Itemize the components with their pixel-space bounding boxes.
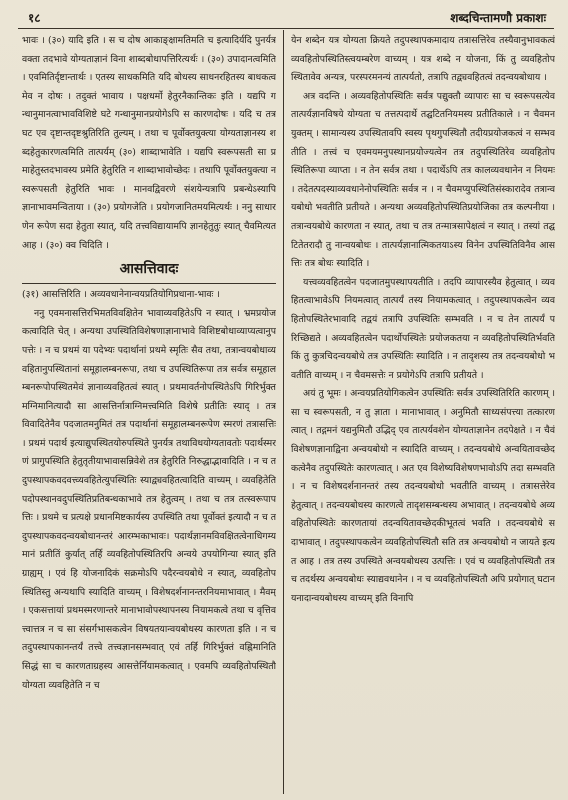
right-paragraph-4: अयं तु भूमः । अन्वयप्रतियोगिकत्वेन उपस्थितिः सर्वत्र उपस्थितिरिति कारणम् । सा च स्वरूपसती, न तु ज्ञाता । मानाभावात् । अनुमितौ साध्यसंपत्त्या तत्कारणत्वात् । तद्गमनं यद्यनुमितौ उद्भिद् एव तात्पर्यवशेन योग्यताज्ञानेन तदपेक्षते । न चैवं विशेषणज्ञानाद्विना अन्वयबोधो न स्यादिति वाच्यम् । तदन्वयबोधे अन्वयितावच्छेदकत्वेनैव तदुपस्थितेः कारणत्वात् । अत एव विशेष्यविशेषणभावोऽपि तदा सम्भवति । न च विशेषदर्शनानन्तरं तस्य तदन्वयबोधो भवतीति वाच्यम् । तत्रासत्तेरेव हेतुत्वात् । तदन्वयबोधस्य कारणत्वे तादृशसम्बन्धस्य अभावात् । तदन्वयबोधे अव्यवहितोपस्थितेः कारणतायां तदन्वयितावच्छेदकीभूतत्वं भवति । तदन्वयबोधे सदाभावात् । तदुपस्थापकत्वेन व्यवहितोपस्थितौ सति तत्र अन्वयबोधो न जायते इत्यत आह । तत्र तस्य उपस्थिते अन्वयबोधस्य उत्पत्तिः । एवं च व्यवहितोपस्थितौ तत्र च तदर्थस्य अन्वयबोधः स्याद्यवधानेन । न च व्यवहितोपस्थितौ अपि प्रयोगात् घटानयनादान्वयबोधस्य वाच्यम् इति विनापि — [291, 388, 555, 604]
section-heading: आसत्तिवादः — [22, 257, 276, 284]
right-paragraph-3: यत्त्वव्यवहितत्वेन पदजातमुपस्थापयतीति । तदपि व्यापारस्यैव हेतुत्वात् । व्यवहितत्वाभावेऽपि नियमत्वात् तात्पर्यं तस्य नियामकत्वात् । तदुपस्थापकत्वेन व्यवहितोपस्थितेरभावादि तद्वयं तत्रापि उपस्थितिः सम्भवति । न च तेन तात्पर्यं परिच्छिद्यते । अव्यवहितत्वेन पदार्थोपस्थितेः प्रयोजकतया न व्यवहितोपस्थितिर्भवति किं तु कुत्रचिदन्वयबोधे तत्र उपस्थितिः स्यादिति । न तादृशस्य तत्र तदन्वयबोधो भवतीति वाच्यम् । न चैवमसत्तेः न प्रयोगेऽपि तत्रापि प्रतीयते । — [291, 276, 555, 381]
running-title: शब्दचिन्तामणौ प्रकाशः — [450, 10, 546, 25]
page-number: १८ — [28, 10, 41, 25]
left-paragraph-3: ननु एवमनासत्तिरभिमतविवक्षितेन भावाव्यवहितेऽपि न स्यात् । भ्रमप्रयोजकत्वादिति चेत् । अन्यथा उपस्थितिविशेषणाज्ञानाभावे विशिष्टबोधाव्याप्यत्वानुपपत्तेः । न च प्रथमं या पदेभ्यः पदार्थानां प्रथमे स्मृतिः सैव तथा, तत्रान्वयबोधाव्यवहितानुपस्थितानां समूहालम्बनरूपा, तथा च उपस्थितिरूपा तत्र सर्वत्र समूहालम्बनरूपोपस्थितमेवं ज्ञानाव्यवहितत्वं स्यात् । प्रथमावर्तनोपस्थितेऽपि गिरिर्भुक्तमग्निमानित्यादौ सा आसत्तिर्नात्राग्निमत्त्वमिति विशेषे प्रतीतिः स्याद् । तत्र विवादितेनैव पदजातमनुमितं तत्र पदार्थानां समूहालम्बनरूपेण स्मरणं तत्रासत्तिः । प्रथमं पदार्थ इत्याद्युपस्थितयोरुपस्थिते पुनर्यत्र तथाविधयोग्यतावतोः पदार्थस्मरणं प्रागुपस्थिति हेतुतृतीयाभावासन्निवेशे तत्र हेतुरिति निरुद्धाद्भावादिति । न च तदुपस्थापकवदवत्त्व्यवहितेत्युपस्थितिः स्याद्व्यवहितत्वादिति वाच्यम् । व्यवहितेति पदोपस्थानवदुपस्थितिप्रतिबन्धकाभावे तत्र हेतुत्वम् । तथा च तत्र तत्स्वरूपापत्तिः । प्रथमे च प्रत्यक्षे प्रधानमिष्टकार्यस्य उपस्थिति तथा पूर्वोक्तं इत्यादौ न च तदुपस्थापकवदन्वयबोधानन्तरं आरम्भकाभावः। पदार्थज्ञानमविवक्षितत्वेनाधिगम्यमानं प्रतीतिं कुर्यात् तर्हि व्यवहितोपस्थितिरपि अन्वये उपयोगिन्या स्यात् इति ग्राह्यम् । एवं हि योजनादिकं सक्रमोऽपि पदैरन्वयबोधे न स्यात्, व्यवहितोपस्थितिस्तु अन्यथापि स्यादिति वाच्यम् । विशेषदर्शनानन्तरनियमाभावात् । मैवम् । एकसत्तायां प्रथमस्मरणान्तरे मानाभावोपस्थापनस्य नियामकत्वे तथा च वृत्तिवत्त्वात्तत्र न च सा संसर्गभासकत्वेन विषयतयान्वयबोधस्य कारणता इति । न च तदुपस्थापकानन्तर्यं तत्त्वे तत्त्वज्ञानसम्भवात् एवं तर्हि गिरिर्भुक्तं वह्निमानिति सिद्धं सा च कारणताग्रहस्य आसत्तेर्नियामकत्वात् । एवमपि व्यवहितोपस्थितौ योग्यता व्यवहितेति न च — [22, 307, 276, 691]
left-column — [22, 32, 276, 798]
left-paragraph-1: भावः । (३०) यादि इति । स च दोष आकाङ्क्षामतिमति च इत्यादिर्यदि पुनर्यत्र वक्ता तदभावे योग्यताज्ञानं विना शाब्दबोधापत्तिरित्यर्थः । (३०) उपादानत्वमिति । एवमितिर्दृष्टान्तार्थः । एतस्य साधकमिति यदि बोधस्य साधनरहितस्य बाधकत्वमेव न दोषः । तदुक्तं भावाय । पक्षधर्मो हेतुरनैकान्तिकः इति । यद्यपि गन्धानुमानत्वाभावविशिष्टे घटे गन्धानुमानप्रयोगेऽपि स कारणदोषः । यदि च तत्र घट एव दृष्टान्तदृष्टश्रुतिरिति तुल्यम् । तथा च पूर्वोक्तयुक्त्या योग्यताज्ञानस्य शब्दहेतुकारणत्वमिति तात्पर्यम् (३०) शाब्दाभावेति । यद्यपि स्वरूपसती सा प्रमाहेतुस्तदभावस्य प्रमेति हेतुरिति न शाब्दाभावोच्छेदः । तथापि पूर्वोक्तयुक्त्या न स्वरूपसती हेतुरिति भावः । मानवद्विवरणे संशयेन्यत्रापि प्रबन्धेऽस्यापि ज्ञानाभावमन्विताया । (३०) प्रयोगजेति । प्रयोगजानितमयमित्यर्थः । ननु साधारणेन रूपेण सदा हेतुता स्यात्, यदि तत्त्वविद्यायामपि ज्ञानहेतुतुः स्यात् चैवमित्यत आह । (३०) क्व चिदिति । — [22, 35, 276, 251]
page-header — [18, 6, 554, 29]
right-column — [291, 32, 555, 798]
left-paragraph-2: (३१) आसत्तिरिति । अव्यवधानेनान्वयप्रतियोगिप्रधाना-भावः । — [22, 289, 220, 301]
right-paragraph-1: येन शब्देन यत्र योग्यता क्रियते तदुपस्थापकमादाय तत्रासत्तिरेव तस्यैवानुभावकत्वं व्यवहितोपस्थितिस्त्वयम्बरेण वाच्यम् । यत्र शब्दे न योजना, किं तु व्यवहितोपस्थितावेव अन्यत्र, परस्परमनन्यं तात्पर्यतो, तत्रापि तद्व्यवहितत्वं तदन्वयबोधाय । — [291, 35, 555, 84]
right-paragraph-2: अत्र वदन्ति । अव्यवहितोपस्थितिः सर्वत्र पद्युक्तौ व्यापारः सा च स्वरूपसत्येव तात्पर्यज्ञानविषये योग्यता च तत्तत्पदार्थे तद्घटितनियमस्य प्रतीतिकाले । न चैवमनयुक्तम् । सामान्यस्य उपस्थितावपि स्वस्य पृथगुपस्थितौ तदीयप्रयोजकत्वं न सम्भवतीति । तत्त्वं च एवमयमनुपस्थानप्रयोज्यत्वेन तत्र तदुपस्थितिरेव व्यवहितोपस्थितिरूपा व्याप्ता । न तेन सर्वत्र तथा । पदार्थेऽपि तत्र कालव्यवधानेन न नियमः । तदेतत्पदस्याव्यवधानेनोपस्थितिः सर्वत्र न । न चैवमप्युपस्थितिसंस्कारादेव तत्रान्वयबोधो भवतीति प्रतीयते । अन्यथा अव्यवहितोपस्थितिप्रयोजिका तत्र कल्पनीया । तत्रान्वयबोधे कारणता न स्यात्, तथा च तत्र तन्मात्रसापेक्षत्वं न स्यात् । तस्यां तद्घटितेतरादौ तु नान्वयबोधः । तात्पर्यज्ञानात्मिकतयाऽस्य विनेन उपस्थितिविनैव आसत्तिः तत्र बोधः स्यादिति । — [291, 90, 555, 270]
column-divider — [283, 30, 284, 794]
